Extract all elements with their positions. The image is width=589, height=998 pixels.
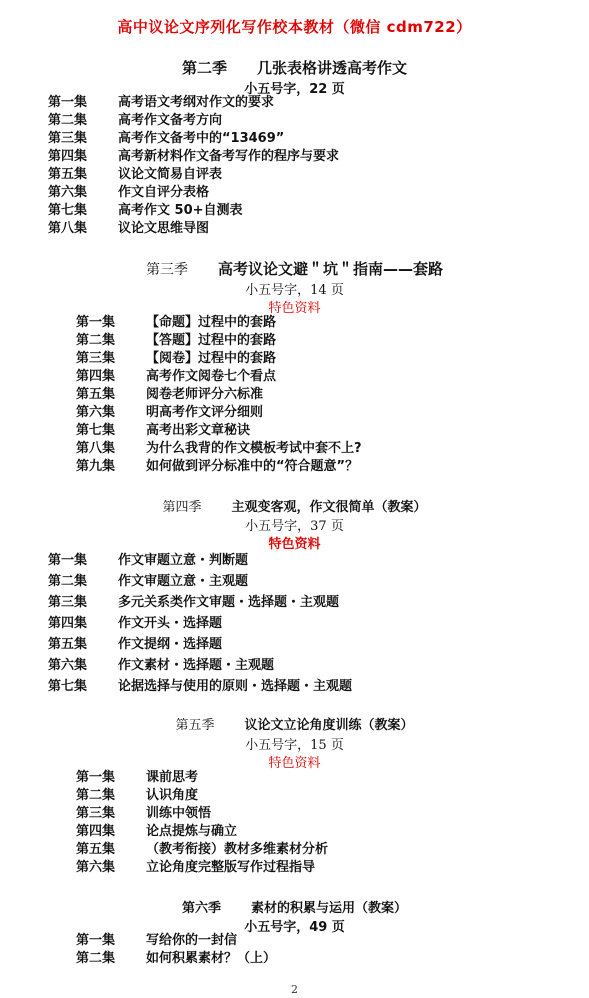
list-item [76, 458, 536, 476]
list-item [48, 552, 548, 570]
episode-number: 第一集 [76, 933, 116, 948]
list-item [76, 422, 536, 440]
episode-number: 第四集 [76, 369, 116, 384]
episode-title: 作文审题立意・判断题 [118, 553, 249, 568]
list-item [48, 112, 548, 130]
episode-title: 多元关系类作文审题・选择题・主观题 [118, 595, 340, 610]
season-6-number: 第六季 [181, 901, 221, 916]
episode-title: 明高考作文评分细则 [146, 405, 264, 420]
episode-title: 作文审题立意・主观题 [118, 574, 249, 589]
episode-number: 第四集 [76, 824, 116, 839]
episode-title: 阅卷老师评分六标准 [146, 387, 264, 402]
episode-title: 作文素材・选择题・主观题 [118, 658, 275, 673]
list-item [76, 805, 536, 823]
list-item [76, 950, 536, 968]
season-5-heading [0, 714, 589, 733]
season-3-meta: 小五号字，14 页 [245, 283, 344, 298]
episode-number: 第八集 [48, 221, 88, 236]
episode-number: 第四集 [48, 616, 88, 631]
list-item [48, 220, 548, 238]
episode-title: 高考作文备考中的“13469” [118, 131, 285, 146]
episode-number: 第九集 [76, 459, 116, 474]
episode-title: 高考作文阅卷七个看点 [146, 369, 277, 384]
episode-title: 训练中领悟 [146, 806, 212, 821]
episode-title: （教考衔接）教材多维素材分析 [146, 842, 329, 857]
episode-number: 第一集 [48, 95, 88, 110]
list-item [76, 404, 536, 422]
list-item [76, 787, 536, 805]
list-item [76, 314, 536, 332]
episode-title: 高考作文备考方向 [118, 113, 223, 128]
episode-number: 第三集 [48, 595, 88, 610]
season-6-meta: 小五号字，49 页 [244, 920, 345, 935]
episode-title: 课前思考 [146, 770, 199, 785]
document-header-title: 高中议论文序列化写作校本教材（微信 cdm722） [117, 18, 472, 36]
episode-number: 第二集 [76, 788, 116, 803]
season-5-number: 第五季 [175, 718, 215, 733]
list-item [48, 678, 548, 696]
episode-number: 第一集 [76, 315, 116, 330]
episode-title: 高考语文考纲对作文的要求 [118, 95, 275, 110]
list-item [48, 166, 548, 184]
episode-title: 议论文简易自评表 [118, 167, 223, 182]
list-item [48, 148, 548, 166]
list-item [48, 573, 548, 591]
episode-title: 高考出彩文章秘诀 [146, 423, 251, 438]
list-item [76, 932, 536, 950]
episode-title: 论点提炼与确立 [146, 824, 238, 839]
episode-number: 第五集 [48, 637, 88, 652]
season-4-heading [0, 496, 589, 515]
page-number: 2 [291, 983, 298, 996]
season-2-meta: 小五号字，22 页 [244, 82, 345, 97]
episode-number: 第一集 [76, 770, 116, 785]
episode-number: 第五集 [48, 167, 88, 182]
season-4-special-label: 特色资料 [268, 537, 321, 552]
episode-number: 第一集 [48, 553, 88, 568]
list-item [48, 615, 548, 633]
list-item [48, 94, 548, 112]
episode-number: 第三集 [48, 131, 88, 146]
season-5-title: 议论文立论角度训练（教案） [244, 718, 414, 733]
list-item [76, 440, 536, 458]
list-item [48, 130, 548, 148]
episode-number: 第六集 [76, 405, 116, 420]
episode-number: 第二集 [48, 113, 88, 128]
episode-number: 第六集 [48, 185, 88, 200]
list-item [48, 184, 548, 202]
list-item [48, 202, 548, 220]
episode-title: 为什么我背的作文模板考试中套不上? [146, 441, 362, 456]
episode-title: 写给你的一封信 [146, 933, 238, 948]
season-4-meta: 小五号字，37 页 [245, 519, 344, 534]
list-item [76, 350, 536, 368]
episode-number: 第四集 [48, 149, 88, 164]
list-item [76, 368, 536, 386]
season-6-title: 素材的积累与运用（教案） [251, 901, 408, 916]
episode-title: 认识角度 [146, 788, 199, 803]
season-3-special-label: 特色资料 [268, 301, 321, 316]
episode-title: 高考新材料作文备考写作的程序与要求 [118, 149, 340, 164]
episode-title: 【答题】过程中的套路 [146, 333, 277, 348]
season-6-heading [0, 897, 589, 916]
episode-number: 第六集 [48, 658, 88, 673]
episode-number: 第六集 [76, 860, 116, 875]
episode-title: 【命题】过程中的套路 [146, 315, 277, 330]
list-item [76, 386, 536, 404]
list-item [76, 769, 536, 787]
list-item [76, 332, 536, 350]
season-3-title: 高考议论文避＂坑＂指南——套路 [217, 260, 443, 278]
episode-number: 第七集 [76, 423, 116, 438]
episode-number: 第二集 [48, 574, 88, 589]
episode-number: 第五集 [76, 842, 116, 857]
list-item [48, 657, 548, 675]
season-4-number: 第四季 [162, 500, 202, 515]
list-item [76, 823, 536, 841]
episode-number: 第三集 [76, 806, 116, 821]
episode-number: 第八集 [76, 441, 116, 456]
episode-title: 如何做到评分标准中的“符合题意”？ [146, 459, 359, 474]
episode-title: 议论文思维导图 [118, 221, 210, 236]
episode-title: 作文提纲・选择题 [118, 637, 223, 652]
episode-title: 立论角度完整版写作过程指导 [146, 860, 316, 875]
episode-title: 作文自评分表格 [118, 185, 210, 200]
season-4-title: 主观变客观，作文很简单（教案） [231, 500, 427, 515]
season-2-heading [0, 57, 589, 78]
episode-title: 作文开头・选择题 [118, 616, 223, 631]
episode-number: 第七集 [48, 679, 88, 694]
season-2-title: 几张表格讲透高考作文 [257, 59, 408, 77]
episode-number: 第二集 [76, 333, 116, 348]
episode-number: 第五集 [76, 387, 116, 402]
episode-title: 【阅卷】过程中的套路 [146, 351, 277, 366]
episode-title: 论据选择与使用的原则・选择题・主观题 [118, 679, 353, 694]
season-2-number: 第二季 [181, 59, 227, 77]
list-item [48, 636, 548, 654]
episode-number: 第三集 [76, 351, 116, 366]
season-3-number: 第三季 [145, 262, 188, 278]
episode-number: 第七集 [48, 203, 88, 218]
season-5-special-label: 特色资料 [268, 756, 321, 771]
episode-title: 高考作文 50+自测表 [118, 203, 243, 218]
list-item [48, 594, 548, 612]
episode-number: 第二集 [76, 951, 116, 966]
list-item [76, 841, 536, 859]
season-5-meta: 小五号字，15 页 [245, 738, 344, 753]
season-3-heading [0, 258, 589, 279]
list-item [76, 859, 536, 877]
episode-title: 如何积累素材？（上） [146, 951, 277, 966]
